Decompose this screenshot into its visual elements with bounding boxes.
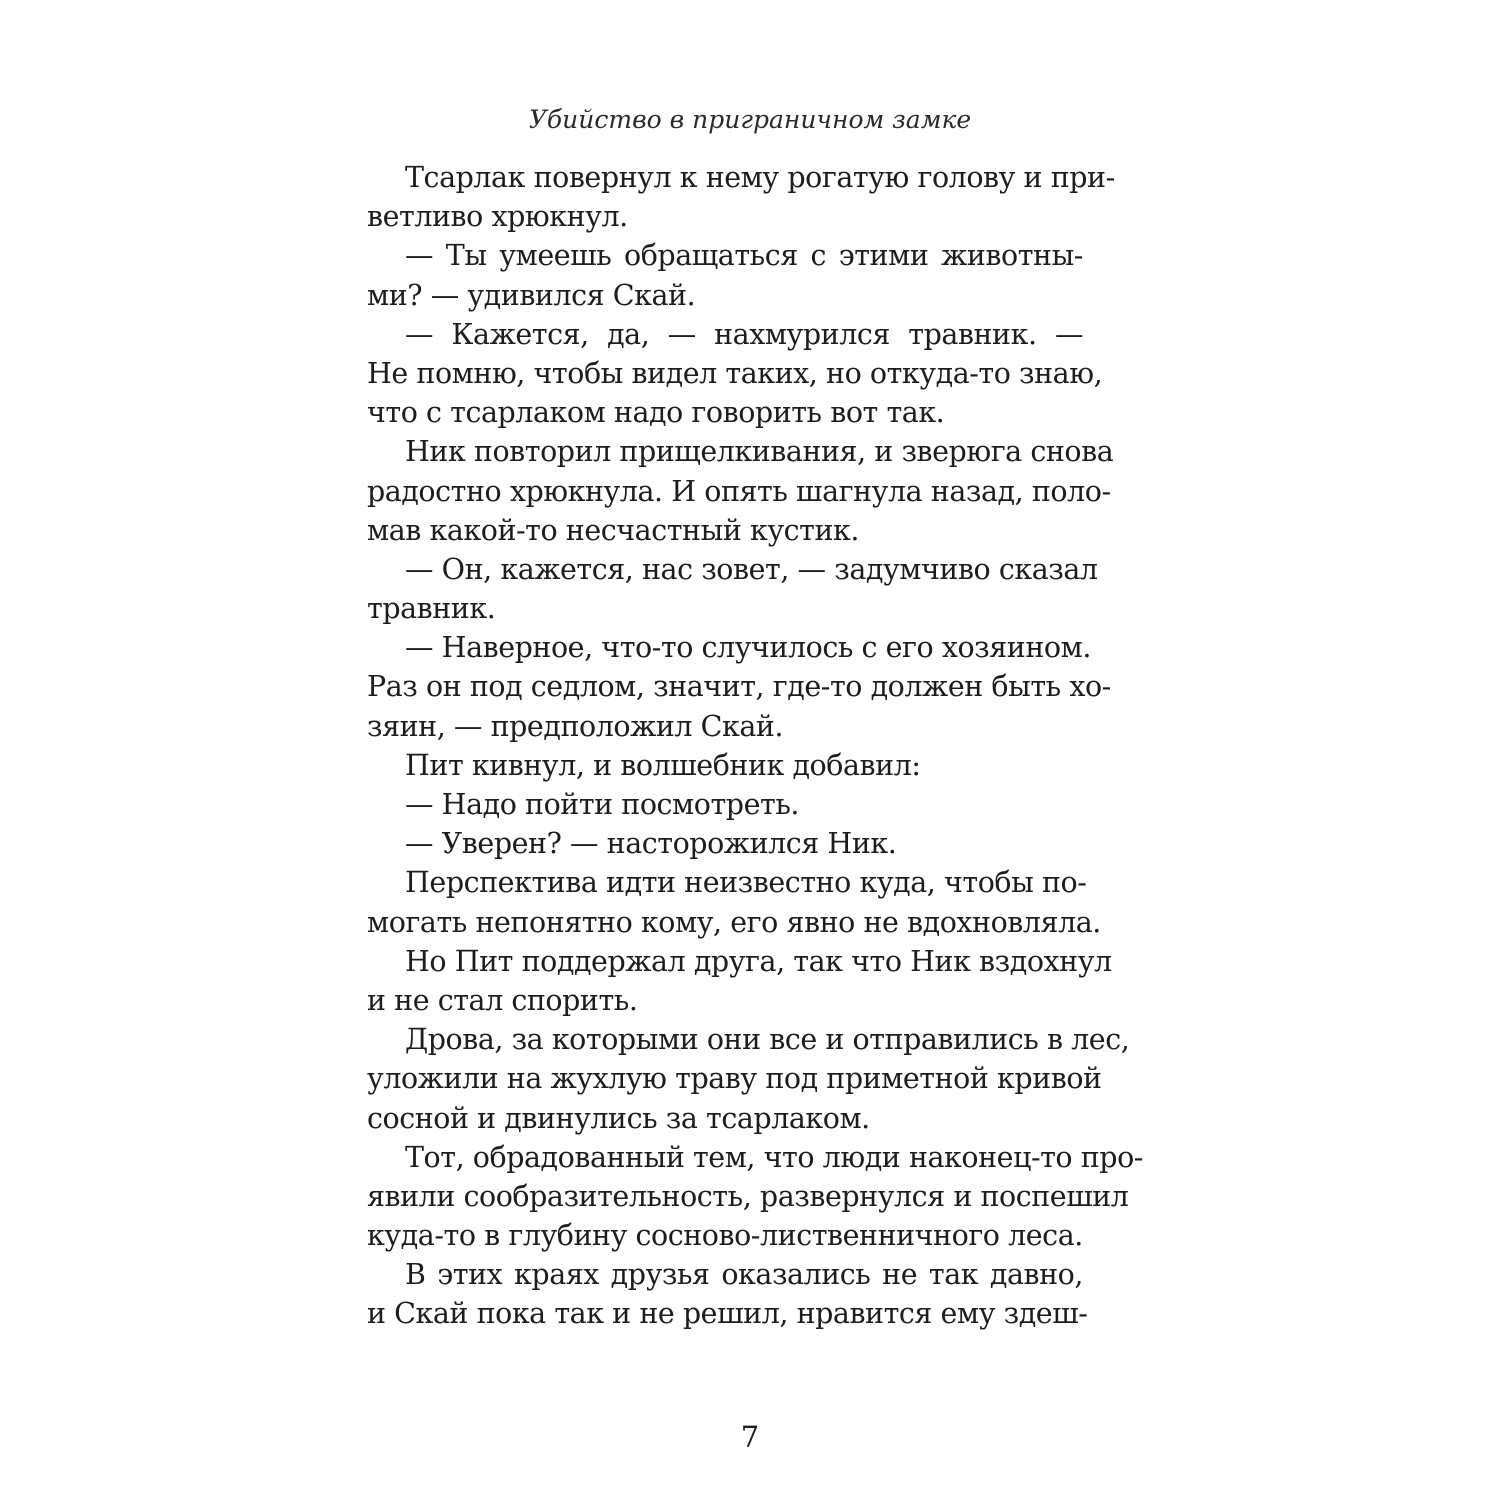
text-line: ми? — удивился Скай. bbox=[367, 278, 696, 312]
text-line: явили сообразительность, развернулся и поспешил bbox=[367, 1179, 1129, 1213]
text-line: Перспектива идти неизвестно куда, чтобы по- bbox=[405, 866, 1087, 900]
text-line: Пит кивнул, и волшебник добавил: bbox=[405, 748, 921, 782]
text-line: радостно хрюкнула. И опять шагнула назад, поло- bbox=[367, 474, 1111, 508]
text-line: Не помню, чтобы видел таких, но откуда-то знаю, bbox=[367, 356, 1103, 390]
text-line: уложили на жухлую траву под приметной кривой bbox=[367, 1062, 1102, 1096]
text-line: и не стал спорить. bbox=[367, 983, 638, 1017]
running-head: Убийство в приграничном замке bbox=[528, 105, 972, 134]
text-line: травник. bbox=[367, 592, 496, 626]
text-line: Тот, обрадованный тем, что люди наконец-то про- bbox=[405, 1140, 1143, 1174]
text-line: что с тсарлаком надо говорить вот так. bbox=[367, 396, 945, 430]
text-line: зяин, — предположил Скай. bbox=[367, 709, 784, 743]
text-line: мав какой-то несчастный кустик. bbox=[367, 513, 859, 547]
text-line: Дрова, за которыми они все и отправились в лес, bbox=[405, 1023, 1130, 1057]
text-line: — Уверен? — насторожился Ник. bbox=[405, 827, 897, 861]
text-line: могать непонятно кому, его явно не вдохновляла. bbox=[367, 905, 1101, 939]
text-line: — Ты умеешь обращаться с этими животны- bbox=[405, 239, 1083, 273]
text-line: Но Пит поддержал друга, так что Ник вздохнул bbox=[405, 944, 1112, 978]
text-line: Ник повторил прищелкивания, и зверюга снова bbox=[405, 435, 1114, 469]
page-number: 7 bbox=[740, 1420, 760, 1454]
text-line: Раз он под седлом, значит, где-то должен быть хо- bbox=[367, 670, 1111, 704]
text-line: сосной и двинулись за тсарлаком. bbox=[367, 1101, 870, 1135]
text-line: — Он, кажется, нас зовет, — задумчиво сказал bbox=[405, 552, 1098, 586]
text-line: и Скай пока так и не решил, нравится ему здеш- bbox=[367, 1297, 1088, 1331]
text-line: — Кажется, да, — нахмурился травник. — bbox=[405, 317, 1083, 351]
text-line: — Надо пойти посмотреть. bbox=[405, 788, 800, 821]
text-line: Тсарлак повернул к нему рогатую голову и при- bbox=[405, 161, 1115, 194]
text-line: — Наверное, что-то случилось с его хозяином. bbox=[405, 631, 1091, 665]
text-line: ветливо хрюкнул. bbox=[367, 200, 628, 234]
text-line: В этих краях друзья оказались не так давно, bbox=[405, 1258, 1083, 1292]
text-line: куда-то в глубину сосново-лиственничного леса. bbox=[367, 1219, 1083, 1253]
body-text bbox=[367, 158, 1143, 1334]
